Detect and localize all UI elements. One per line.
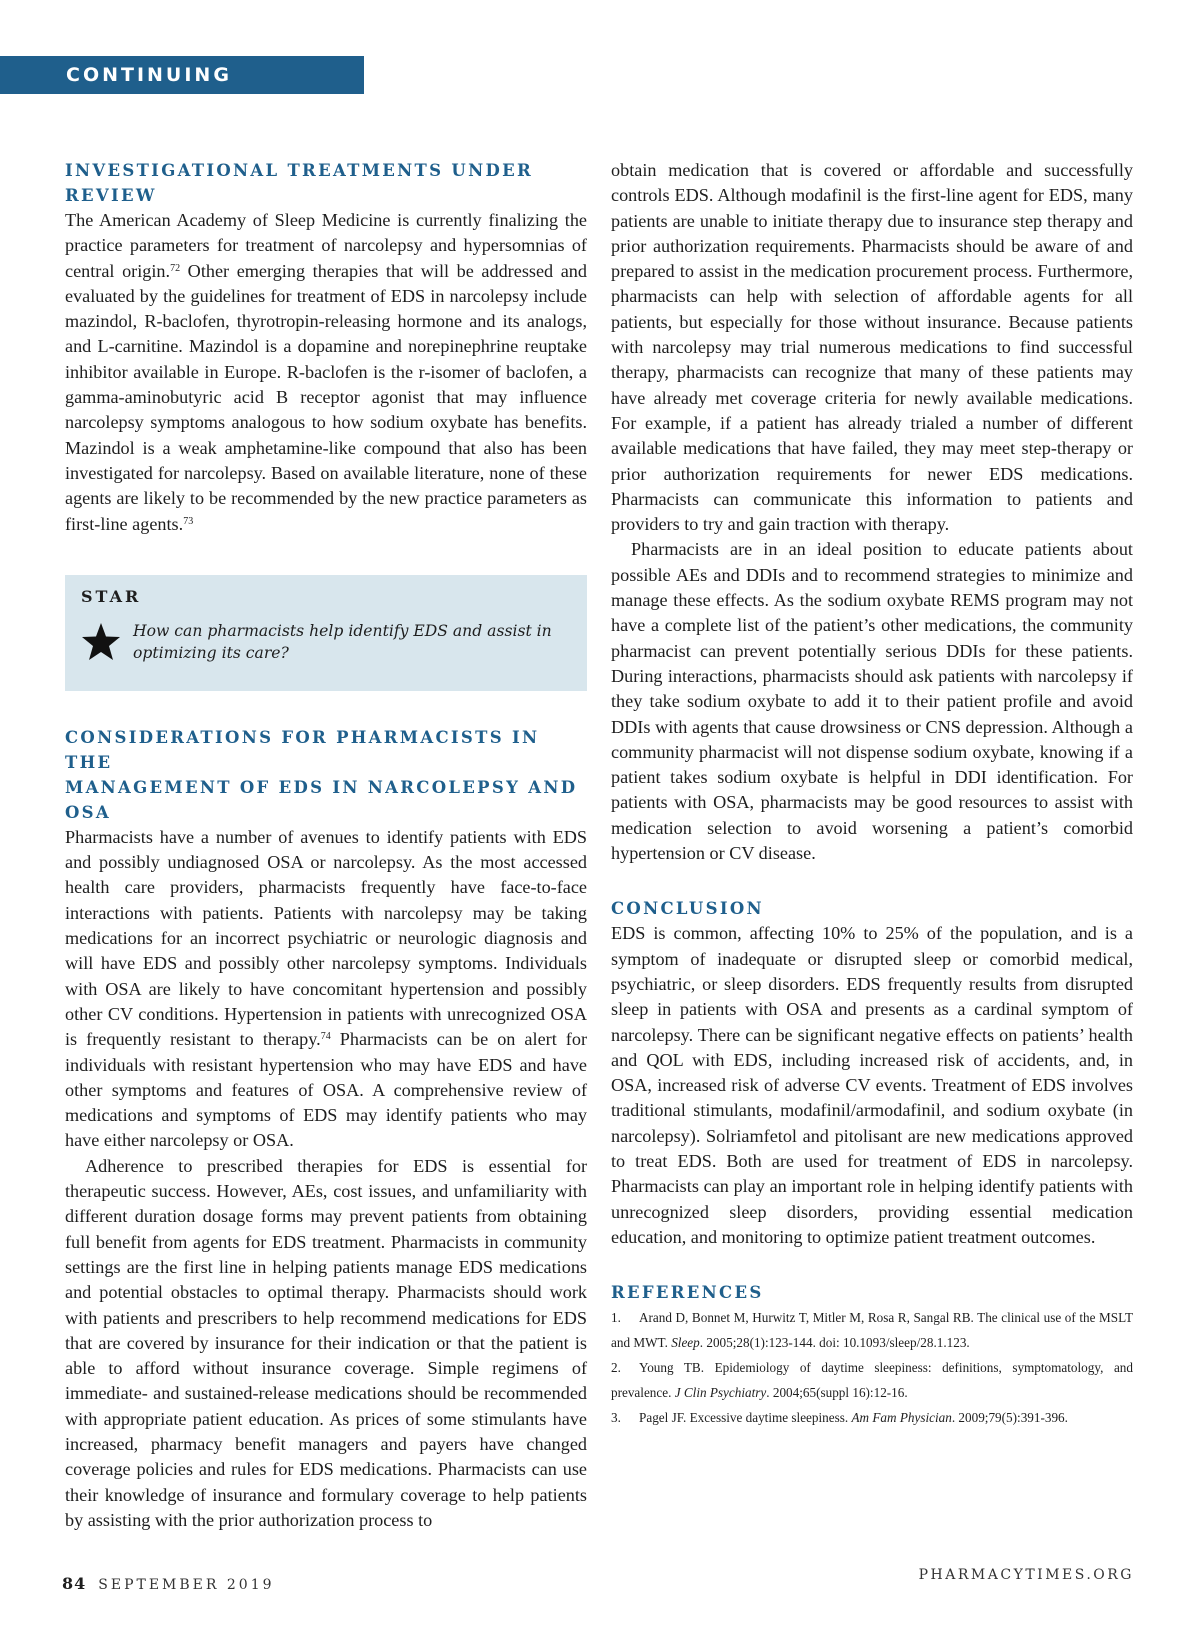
star-callout-row [81, 620, 571, 664]
text-span: The American Academy of Sleep Medicine is currently finalizing the practice parameters for treatment of narcolepsy and hypersomnias of central origin. [65, 210, 587, 281]
reference-number: 1. [611, 1310, 621, 1326]
text-span: Other emerging therapies that will be addressed and evaluated by the guidelines for treatment of EDS in narcolepsy include mazindol, R-baclofen, thyrotropin-releasing hormone and its analogs, and L-carnitine. Mazindol is a dopamine and norepinephrine reuptake inhibitor available in Europe. R-baclofen is the r-isomer of baclofen, a gamma-aminobutyric acid B receptor agonist that may influence narcolepsy symptoms analogous to how sodium oxybate has benefits. Mazindol is a weak amphetamine-like compound that also has been investigated for narcolepsy. Based on available literature, none of these agents are likely to be recommended by the new practice parameters as first-line agents. [65, 260, 587, 534]
right-column [611, 158, 1133, 1430]
reference-text: Pagel JF. Excessive daytime sleepiness. [639, 1410, 852, 1426]
issue-date: SEPTEMBER 2019 [98, 1577, 275, 1593]
reference-number: 3. [611, 1410, 621, 1426]
references-list [611, 1305, 1133, 1430]
section-banner: CONTINUING EDUCATION [0, 56, 364, 94]
paragraph-conclusion: EDS is common, affecting 10% to 25% of the population, and is a symptom of inadequate or disrupted sleep or comorbid medical, psychiatric, or sleep disorders. EDS frequently results from disrupted sleep in patients with OSA and presents as a cardinal symptom of narcolepsy. There can be significant negative effects on patients’ health and QOL with EDS, including increased risk of accidents, and, in OSA, increased risk of adverse CV events. Treatment of EDS involves traditional stimulants, modafinil/armodafinil, and sodium oxybate (in narcolepsy). Solriamfetol and pitolisant are new medications approved to treat EDS. Both are used for treatment of EDS in narcolepsy. Pharmacists can play an important role in helping identify patients with unrecognized sleep disorders, providing essential medication education, and monitoring to optimize patient treatment outcomes. [611, 923, 1133, 1247]
star-icon [81, 622, 121, 662]
footer-page-info [62, 1574, 275, 1593]
reference-journal: Sleep [671, 1335, 700, 1351]
star-callout-question: How can pharmacists help identify EDS and assist in optimizing its care? [133, 621, 552, 662]
heading-considerations [65, 725, 587, 825]
reference-item [611, 1405, 1133, 1430]
reference-text: Arand D, Bonnet M, Hurwitz T, Mitler M, Rosa R, Sangal RB. The clinical use of the MSLT and MWT. [611, 1310, 1133, 1351]
heading-conclusion: CONCLUSION [611, 899, 764, 919]
footer-website: PHARMACYTIMES.ORG [918, 1567, 1134, 1583]
reference-details: . 2009;79(5):391-396. [951, 1410, 1068, 1426]
citation-74: 74 [320, 1031, 331, 1043]
heading-references: REFERENCES [611, 1283, 764, 1303]
reference-journal: J Clin Psychiatry [674, 1385, 767, 1401]
paragraph-continued: obtain medication that is covered or affordable and successfully controls EDS. Although modafinil is the first-line agent for EDS, many patients are unable to initiate therapy due to insurance step therapy and prior authorization requirements. Pharmacists should be aware of and prepared to assist in the medication procurement process. Furthermore, pharmacists can help with selection of affordable agents for all patients, but especially for those without insurance. Because patients with narcolepsy may trial numerous medications to find successful therapy, pharmacists can recognize that many of these patients may have already met coverage criteria for newly available medications. For example, if a patient has already trialed a number of different available medications that have failed, they may meet step-therapy or prior authorization requirements for newer EDS medications. Pharmacists can communicate this information to patients and providers to try and gain traction with therapy. [611, 160, 1133, 535]
reference-text: Young TB. Epidemiology of daytime sleepiness: definitions, symptomatology, and prevalence. [611, 1360, 1133, 1401]
reference-item [611, 1355, 1133, 1405]
heading-investigational-treatments: INVESTIGATIONAL TREATMENTS UNDER REVIEW [65, 161, 533, 205]
paragraph-education: Pharmacists are in an ideal position to educate patients about possible AEs and DDIs and to recommend strategies to minimize and manage these effects. As the sodium oxybate REMS program may not have a complete list of the patient’s other medications, the community pharmacist can prevent potentially serious DDIs for these patients. During interactions, pharmacists should ask patients with narcolepsy if they take sodium oxybate to add it to their patient profile and avoid DDIs with agents that cause drowsiness or CNS depression. Although a community pharmacist will not dispense sodium oxybate, knowing if a patient takes sodium oxybate is helpful in DDI identification. For patients with OSA, pharmacists may be good resources to assist with medication selection to avoid worsening a patient’s comorbid hypertension or CV disease. [611, 539, 1133, 864]
reference-details: . 2004;65(suppl 16):12-16. [766, 1385, 908, 1401]
paragraph-adherence: Adherence to prescribed therapies for EDS is essential for therapeutic success. However, AEs, cost issues, and unfamiliarity with different duration dosage forms may prevent patients from obtaining full benefit from agents for EDS treatment. Pharmacists in community settings are the first line in helping patients manage EDS medications and potential obstacles to optimal therapy. Pharmacists should work with patients and prescribers to help recommend medications for EDS that are covered by insurance for their indication or that the patient is able to afford without insurance coverage. Simple regimens of immediate- and sustained-release medications should be recommended with appropriate patient education. As prices of some stimulants have increased, pharmacy benefit managers and payers have changed coverage policies and rules for EDS medications. Pharmacists can use their knowledge of insurance and formulary coverage to help patients by assisting with the prior authorization process to [65, 1155, 587, 1530]
star-callout-title: STAR [81, 586, 142, 606]
heading-line-1: CONSIDERATIONS FOR PHARMACISTS IN THE [65, 727, 540, 772]
reference-journal: Am Fam Physician [851, 1410, 952, 1426]
paragraph-investigational [65, 208, 587, 537]
text-span: Pharmacists can be on alert for individuals with resistant hypertension who may have EDS and have other symptoms and features of OSA. A comprehensive review of medications and symptoms of EDS may identify patients who may have either narcolepsy or OSA. [65, 1029, 587, 1151]
heading-line-2: MANAGEMENT OF EDS IN NARCOLEPSY AND OSA [65, 777, 578, 822]
left-column [65, 158, 587, 1533]
citation-73: 73 [183, 515, 194, 527]
reference-number: 2. [611, 1360, 621, 1376]
paragraph-avenues [65, 825, 587, 1154]
citation-72: 72 [170, 262, 181, 274]
star-callout-box [65, 575, 587, 691]
reference-details: . 2005;28(1):123-144. doi: 10.1093/sleep/28.1.123. [699, 1335, 970, 1351]
text-span: Pharmacists have a number of avenues to identify patients with EDS and possibly undiagnosed OSA or narcolepsy. As the most accessed health care providers, pharmacists frequently have face-to-face interactions with patients. Patients with narcolepsy may be taking medications for an incorrect psychiatric or neurologic diagnosis and will have EDS and possibly other narcolepsy symptoms. Individuals with OSA are likely to have concomitant hypertension and possibly other CV conditions. Hypertension in patients with unrecognized OSA is frequently resistant to therapy. [65, 826, 587, 1050]
reference-item [611, 1305, 1133, 1355]
page-number: 84 [62, 1574, 87, 1593]
